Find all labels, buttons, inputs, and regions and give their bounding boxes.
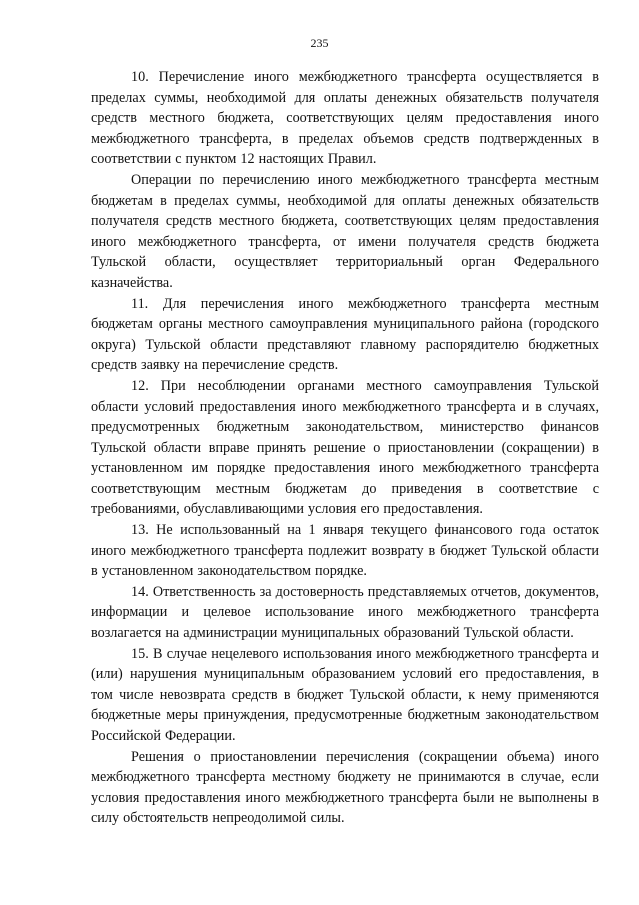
paragraph-11: 11. Для перечисления иного межбюджетного трансферта местным бюджетам органы местного самоуправления муниципального района (городского округа) Тульской области представляют главному распорядителю бюджетных средств заявку на перечисление средств. [91, 295, 599, 374]
page-number: 235 [310, 36, 329, 50]
paragraph-decisions: Решения о приостановлении перечисления (сокращении объема) иного межбюджетного трансферта местному бюджету не принимаются в случае, если условия предоставления иного межбюджетного трансферта были не выполнены в силу обстоятельств непреодолимой силы. [91, 748, 599, 827]
paragraph-12: 12. При несоблюдении органами местного самоуправления Тульской области условий предоставления иного межбюджетного трансферта и в случаях, предусмотренных бюджетным законодательством, министерство финансов Тульской области вправе принять решение о приостановлении (сокращении) в установленном им порядке предоставления иного межбюджетного трансферта соответствующим местным бюджетам до приведения в соответствие с требованиями, обуславливающими условия его предоставления. [91, 377, 599, 518]
paragraph-10: 10. Перечисление иного межбюджетного трансферта осуществляется в пределах суммы, необходимой для оплаты денежных обязательств получателя средств местного бюджета, соответствующих целям предоставления иного межбюджетного трансферта, в пределах объемов средств подтвержденных в соответствии с пунктом 12 настоящих Правил. [91, 69, 599, 168]
paragraph-14: 14. Ответственность за достоверность представляемых отчетов, документов, информации и целевое использование иного межбюджетного трансферта возлагается на администрации муниципальных образований Тульской области. [91, 583, 599, 642]
paragraph-13: 13. Не использованный на 1 января текущего финансового года остаток иного межбюджетного трансферта подлежит возврату в бюджет Тульской области в установленном законодательством порядке. [91, 522, 599, 580]
paragraph-15: 15. В случае нецелевого использования иного межбюджетного трансферта и (или) нарушения муниципальным образованием условий его предоставления, в том числе невозврата средств в бюджет Тульской области, к нему применяются бюджетные меры принуждения, предусмотренные бюджетным законодательством Российской Федерации. [91, 645, 599, 744]
paragraph-operations: Операции по перечислению иного межбюджетного трансферта местным бюджетам в пределах суммы, необходимой для оплаты денежных обязательств получателя средств местного бюджета, соответствующих целям предоставления иного межбюджетного трансферта, от имени получателя средств бюджета Тульской области, осуществляет территориальный орган Федерального казначейства. [91, 171, 599, 291]
document-body [91, 67, 599, 829]
